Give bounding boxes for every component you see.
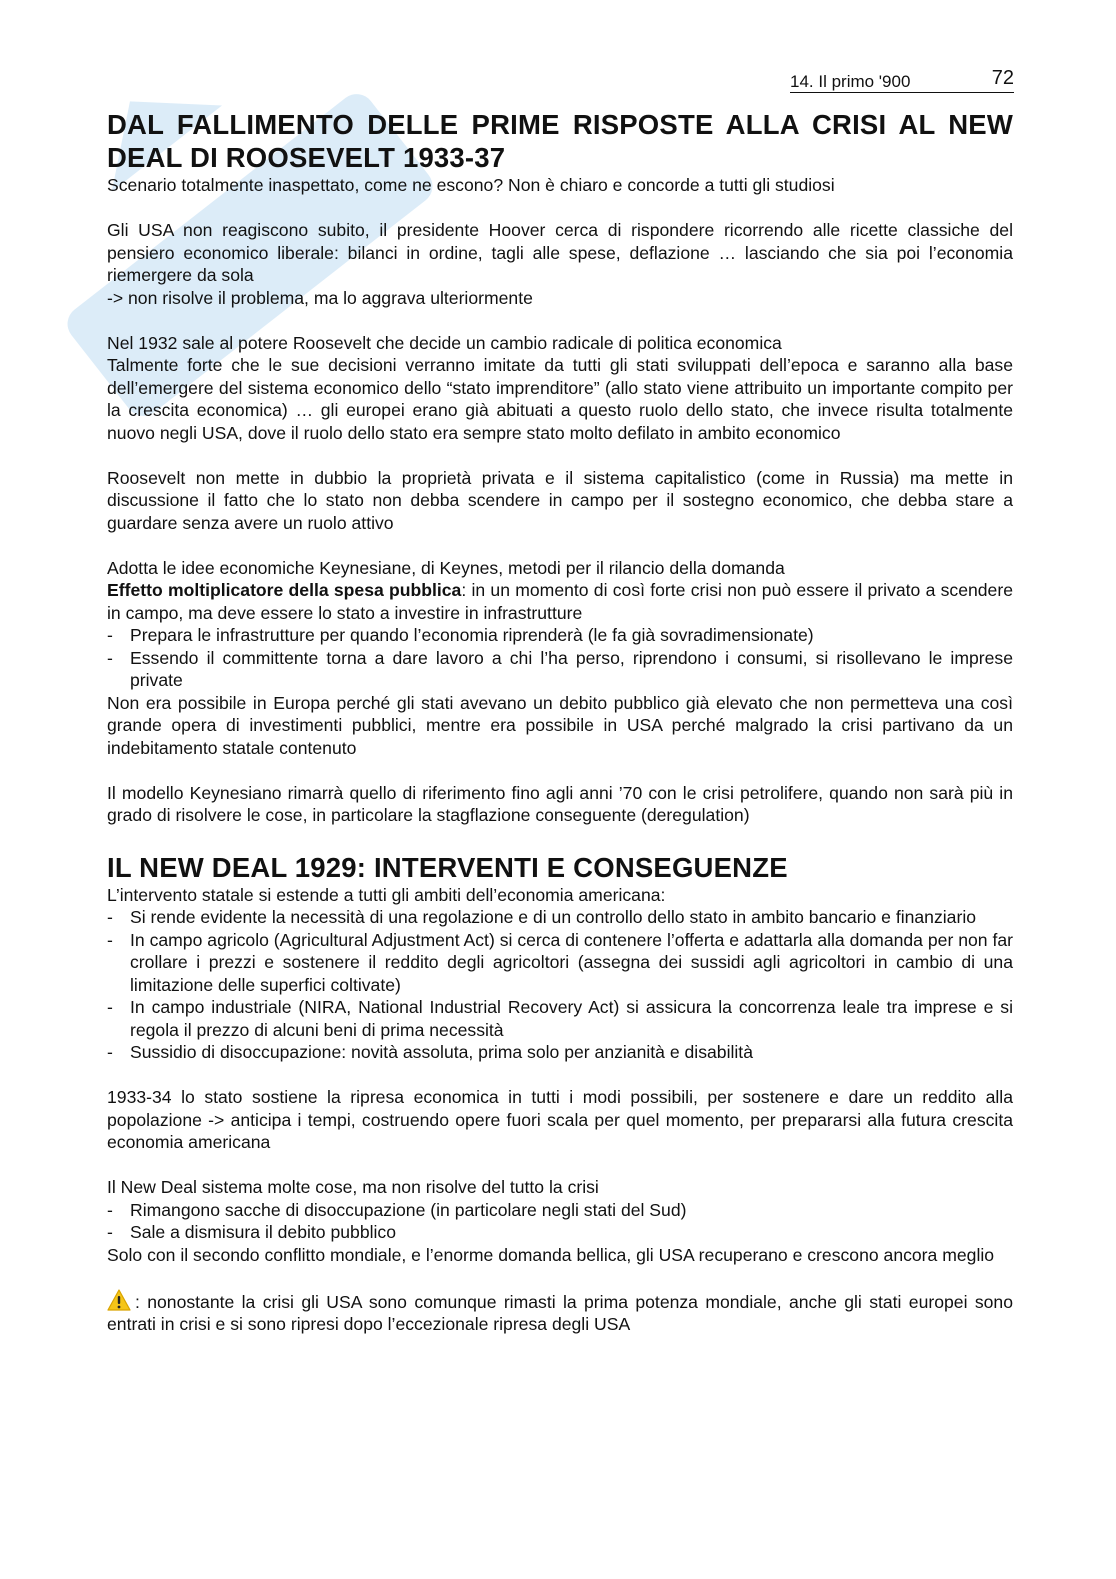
- paragraph-new-deal: Il New Deal sistema molte cose, ma non risolve del tutto la crisi: [107, 1177, 599, 1197]
- list-item: - Essendo il committente torna a dare lavoro a chi l’ha perso, riprendono i consumi, si risollevano le imprese private: [107, 647, 1013, 692]
- bullet-list-1: [107, 624, 1013, 692]
- list-item: - In campo industriale (NIRA, National Industrial Recovery Act) si assicura la concorrenza leale tra imprese e si regola il prezzo di alcuni beni di prima necessità: [107, 996, 1013, 1041]
- page-content: [107, 108, 1013, 1336]
- paragraph-europa: Non era possibile in Europa perché gli stati avevano un debito pubblico già elevato che non permetteva una così grande opera di investimenti pubblici, mentre era possibile in USA perché malgrado la crisi partivano da un indebitamento statale contenuto: [107, 692, 1013, 758]
- paragraph-modello-keynesiano: Il modello Keynesiano rimarrà quello di riferimento fino agli anni ’70 con le crisi petrolifere, quando non sarà più in grado di risolvere le cose, in particolare la stagflazione conseguente (deregulation): [107, 782, 1013, 825]
- bullet-list-3: [107, 1199, 1013, 1244]
- bullet-list-2: [107, 906, 1013, 1064]
- paragraph-roosevelt-1932: Nel 1932 sale al potere Roosevelt che decide un cambio radicale di politica economica: [107, 332, 782, 353]
- section-title-1: DAL FALLIMENTO DELLE PRIME RISPOSTE ALLA CRISI AL NEW DEAL DI ROOSEVELT 1933-37: [107, 109, 1013, 173]
- list-item: - Si rende evidente la necessità di una regolazione e di un controllo dello stato in ambito bancario e finanziario: [107, 906, 1013, 929]
- paragraph-moltiplicatore: [107, 579, 1013, 624]
- warning-text: : nonostante la crisi gli USA sono comunque rimasti la prima potenza mondiale, anche gli stati europei sono entrati in crisi e si sono ripresi dopo l’eccezionale ripresa degli USA: [107, 1291, 1013, 1334]
- paragraph-1933-34: 1933-34 lo stato sostiene la ripresa economica in tutti i modi possibili, per sostenere e dare un reddito alla popolazione -> anticipa i tempi, costruendo opere fuori scala per quel momento, per prepararsi alla futura crescita economia americana: [107, 1087, 1013, 1152]
- paragraph-hoover: Gli USA non reagiscono subito, il presidente Hoover cerca di rispondere ricorrendo alle ricette classiche del pensiero economico liberale: bilanci in ordine, tagli alle spese, deflazione … lasciando che sia poi l’economia riemergere da sola: [107, 220, 1013, 285]
- paragraph-keynes: Adotta le idee economiche Keynesiane, di Keynes, metodi per il rilancio della domanda: [107, 557, 785, 578]
- page-header: [790, 68, 1014, 93]
- section1-intro: Scenario totalmente inaspettato, come ne escono? Non è chiaro e concorde a tutti gli studiosi: [107, 175, 835, 195]
- warning-note: [107, 1289, 1013, 1336]
- moltiplicatore-text: : in un momento di così forte crisi non può essere il privato a scendere in campo, ma deve essere lo stato a investire in infrastrutture: [107, 580, 1013, 623]
- bold-term: Effetto moltiplicatore della spesa pubblica: [107, 580, 462, 600]
- paragraph-hoover-result: -> non risolve il problema, ma lo aggrava ulteriormente: [107, 287, 533, 308]
- warning-icon: [107, 1289, 131, 1311]
- list-item: - Rimangono sacche di disoccupazione (in particolare negli stati del Sud): [107, 1199, 1013, 1222]
- list-item: - Sussidio di disoccupazione: novità assoluta, prima solo per anzianità e disabilità: [107, 1041, 1013, 1064]
- paragraph-secondo-conflitto: Solo con il secondo conflitto mondiale, e l’enorme domanda bellica, gli USA recuperano e crescono ancora meglio: [107, 1244, 995, 1265]
- list-item: - Sale a dismisura il debito pubblico: [107, 1221, 1013, 1244]
- page-number: 72: [991, 67, 1014, 89]
- section2-intro: L’intervento statale si estende a tutti gli ambiti dell’economia americana:: [107, 884, 666, 905]
- paragraph-proprieta-privata: Roosevelt non mette in dubbio la proprietà privata e il sistema capitalistico (come in Russia) ma mette in discussione il fatto che lo stato non debba scendere in campo per il sostegno economico, che debba stare a guardare senza avere un ruolo attivo: [107, 467, 1013, 533]
- chapter-title: 14. Il primo '900: [790, 72, 911, 91]
- section-title-2: IL NEW DEAL 1929: INTERVENTI E CONSEGUENZE: [107, 851, 788, 883]
- paragraph-stato-imprenditore: Talmente forte che le sue decisioni verranno imitate da tutti gli stati sviluppati dell’epoca e saranno alla base dell’emergere del sistema economico dello “stato imprenditore” (allo stato viene attribuito un importante compito per la crescita economica) … gli europei erano già abituati a questo ruolo dello stato, che invece risulta totalmente nuovo negli USA, dove il ruolo dello stato era sempre stato molto defilato in ambito economico: [107, 355, 1013, 443]
- list-item: - Prepara le infrastrutture per quando l’economia riprenderà (le fa già sovradimensionate): [107, 624, 1013, 647]
- list-item: - In campo agricolo (Agricultural Adjustment Act) si cerca di contenere l’offerta e adattarla alla domanda per non far crollare i prezzi e sostenere il reddito degli agricoltori (assegna dei sussidi agli agricoltori in cambio di una limitazione delle superfici coltivate): [107, 929, 1013, 997]
